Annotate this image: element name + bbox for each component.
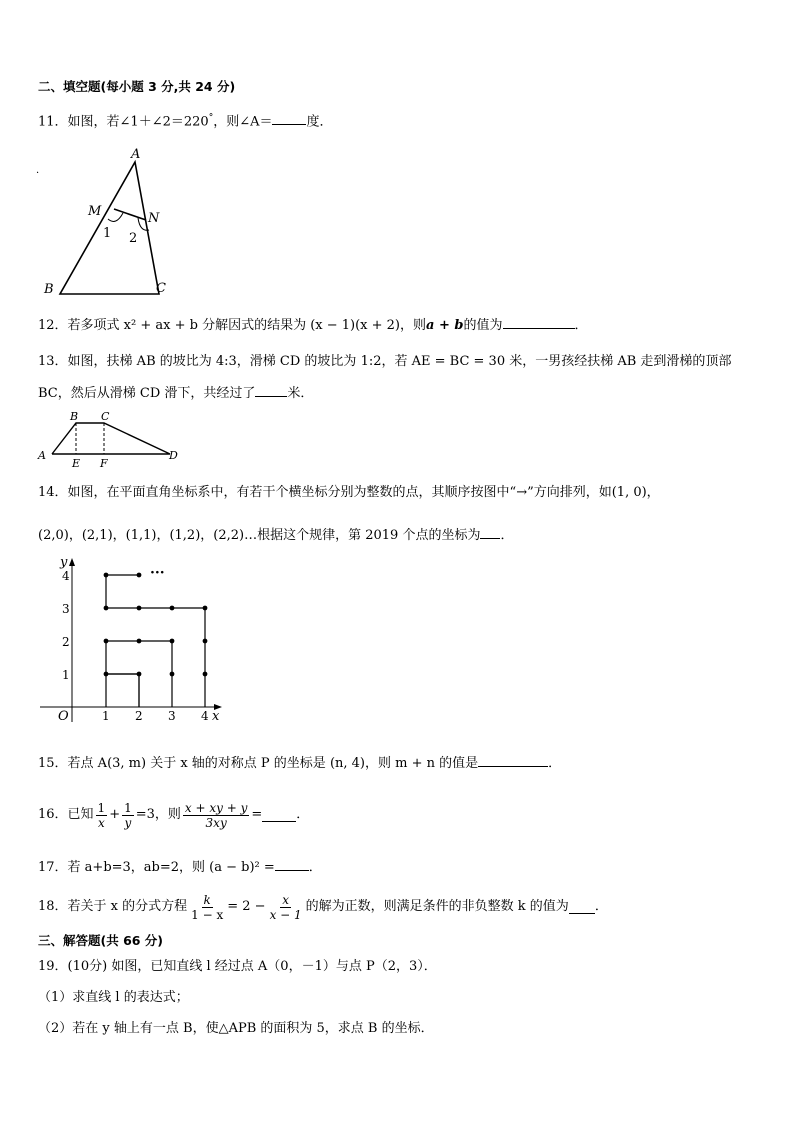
q18-prefix: 18．若关于 x 的分式方程	[38, 899, 188, 914]
q15-prefix: 15．若点 A(3, m) 关于 x 轴的对称点 P 的坐标是 (n, 4)，则 m + n 的值是	[38, 756, 479, 771]
section-title-solutions: 三、解答题(共 66 分)	[38, 933, 164, 948]
answer-blank-13[interactable]	[255, 384, 287, 397]
q17-suffix: ．	[308, 860, 322, 875]
frac-den: 3xy	[205, 815, 227, 830]
triangle-figure-q11	[36, 142, 186, 300]
label-E: E	[72, 457, 81, 470]
q16-mid: =3，则	[135, 807, 181, 822]
frac-den: y	[124, 815, 132, 830]
x-tick-1: 1	[102, 709, 110, 723]
question-14-line1: 14．如图，在平面直角坐标系中，有若干个横坐标分别为整数的点，其顺序按图中“→”方向排列，如(1, 0)，	[38, 485, 660, 500]
lattice-points	[104, 573, 208, 677]
frac-num: x	[282, 892, 289, 907]
question-19-part2: （2）若在 y 轴上有一点 B，使△APB 的面积为 5，求点 B 的坐标．	[38, 1021, 434, 1036]
q18-mid: = 2 −	[227, 899, 266, 914]
frac-den: 1 − x	[191, 907, 224, 922]
label-angle-2: 2	[129, 231, 138, 246]
fraction-k-over-1-minus-x	[189, 893, 225, 922]
y-tick-3: 3	[62, 602, 70, 616]
coordinate-path-figure-q14	[38, 552, 228, 724]
question-13-line2	[38, 384, 313, 403]
label-origin: O	[58, 709, 69, 724]
plus-sign: +	[109, 807, 121, 822]
question-17	[38, 858, 322, 877]
frac-num: x + xy + y	[184, 800, 248, 815]
x-tick-4: 4	[201, 709, 209, 723]
fraction-1-over-x	[96, 801, 108, 830]
question-12	[38, 316, 588, 335]
label-y-axis: y	[60, 555, 68, 570]
question-19-line1: 19．(10分) 如图，已知直线 l 经过点 A（0，－1）与点 P（2，3）．	[38, 959, 437, 974]
continuation-dots: ···	[150, 565, 165, 581]
q18-after: 的解为正数，则满足条件的非负整数 k 的值为	[305, 899, 569, 914]
slide-figure-q13	[36, 409, 186, 471]
label-C: C	[101, 410, 110, 423]
fraction-expression	[183, 801, 249, 830]
label-F: F	[100, 457, 108, 470]
q11-prefix: 11．如图，若∠1＋∠2＝220	[38, 114, 209, 130]
label-B: B	[70, 410, 79, 423]
q12-end: ．	[574, 318, 588, 333]
q13-line2-suffix: 米．	[287, 386, 314, 401]
answer-blank-15[interactable]	[478, 754, 548, 767]
label-A: A	[38, 449, 46, 462]
label-A: A	[131, 147, 141, 162]
question-19-part1: （1）求直线 l 的表达式；	[38, 990, 189, 1005]
path-segment-1	[106, 674, 139, 707]
question-13-line1: 13．如图，扶梯 AB 的坡比为 4:3，滑梯 CD 的坡比为 1:2，若 AE = BC = 30 米，一男孩经扶梯 AB 走到滑梯的顶部	[38, 354, 732, 369]
answer-blank-17[interactable]	[275, 858, 309, 871]
answer-blank-18[interactable]	[569, 901, 595, 914]
label-B: B	[44, 282, 54, 297]
label-angle-1: 1	[103, 226, 112, 241]
q16-prefix: 16．已知	[38, 807, 94, 822]
label-x-axis: x	[212, 709, 220, 724]
fraction-1-over-y	[122, 801, 134, 830]
answer-blank-14[interactable]	[480, 526, 500, 539]
section-title-fill-in: 二、填空题(每小题 3 分,共 24 分)	[38, 79, 236, 94]
q11-mid: ，则∠A＝	[213, 114, 273, 130]
q11-degree: °	[208, 113, 214, 123]
y-tick-1: 1	[62, 668, 70, 682]
q14-line2-prefix: (2,0)，(2,1)，(1,1)，(1,2)，(2,2)…根据这个规律，第 2019 个点的坐标为	[38, 528, 481, 543]
label-N: N	[148, 211, 160, 226]
q14-line2-suffix: ．	[500, 528, 514, 543]
q13-line2-prefix: BC，然后从滑梯 CD 滑下，共经过了	[38, 386, 256, 401]
question-18	[38, 888, 608, 926]
q12-prefix: 12．若多项式 x² + ax + b 分解因式的结果为 (x − 1)(x + 2)，则	[38, 318, 427, 333]
q16-suffix: ．	[296, 807, 310, 822]
frac-den: x − 1	[269, 907, 302, 922]
q18-suffix: ．	[594, 899, 608, 914]
y-tick-2: 2	[62, 635, 70, 649]
svg-text:·: ·	[36, 168, 40, 179]
answer-blank-11[interactable]	[272, 112, 306, 125]
label-M: M	[88, 204, 102, 219]
question-16	[38, 796, 309, 834]
frac-num: 1	[124, 800, 132, 815]
question-15	[38, 754, 561, 773]
frac-num: k	[203, 892, 211, 907]
q11-suffix: 度．	[306, 114, 333, 130]
question-11	[38, 109, 332, 131]
answer-blank-12[interactable]	[503, 316, 575, 329]
frac-num: 1	[97, 800, 106, 815]
answer-blank-16[interactable]	[262, 809, 296, 822]
q17-prefix: 17．若 a+b=3，ab=2，则 (a − b)² =	[38, 860, 275, 875]
y-tick-4: 4	[62, 569, 70, 583]
label-C: C	[156, 281, 166, 296]
q12-bold-expr: a + b	[426, 318, 464, 333]
q12-suffix: 的值为	[463, 318, 503, 333]
x-tick-3: 3	[168, 709, 176, 723]
frac-den: x	[97, 815, 105, 830]
question-14-line2	[38, 526, 513, 545]
equals-sign: =	[251, 807, 263, 822]
label-D: D	[169, 449, 178, 462]
q15-suffix: ．	[548, 756, 562, 771]
fraction-x-over-x-minus-1	[268, 893, 304, 922]
x-tick-2: 2	[135, 709, 143, 723]
